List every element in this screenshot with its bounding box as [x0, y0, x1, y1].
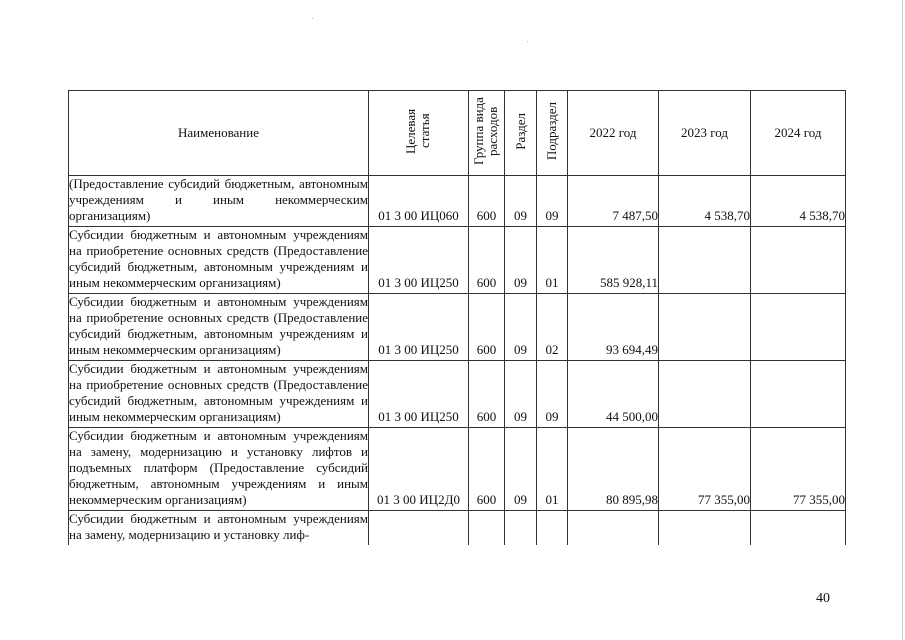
empty-cell: [659, 511, 751, 546]
row-target-article: 01 3 00 ИЦ250: [369, 294, 469, 361]
row-target-article: 01 3 00 ИЦ060: [369, 176, 469, 227]
empty-cell: [469, 511, 505, 546]
row-subsection: 01: [537, 227, 568, 294]
row-name: Субсидии бюджетным и автономным учреждениям на приобретение основных средств (Предоставление субсидий бюджетным, автономным учреждениям и иным некоммерческим организациям): [69, 294, 369, 361]
row-section: 09: [505, 428, 537, 511]
empty-cell: [568, 511, 659, 546]
table-row: [69, 227, 846, 294]
row-expense-group: 600: [469, 361, 505, 428]
empty-cell: [537, 511, 568, 546]
header-section: Раздел: [505, 91, 537, 176]
row-2022: 7 487,50: [568, 176, 659, 227]
row-2023: [659, 294, 751, 361]
row-target-article: 01 3 00 ИЦ250: [369, 361, 469, 428]
budget-table: [68, 90, 846, 545]
row-2022: 44 500,00: [568, 361, 659, 428]
row-name: Субсидии бюджетным и автономным учреждениям на замену, модернизацию и установку лифтов и подъемных платформ (Предоставление субсидий бюджетным, автономным учреждениям и иным некоммерческим организациям): [69, 428, 369, 511]
header-name: Наименование: [69, 91, 369, 176]
row-2022: 80 895,98: [568, 428, 659, 511]
row-expense-group: 600: [469, 176, 505, 227]
row-subsection: 02: [537, 294, 568, 361]
row-section: 09: [505, 361, 537, 428]
row-2023: 4 538,70: [659, 176, 751, 227]
row-2022: 585 928,11: [568, 227, 659, 294]
header-2022: 2022 год: [568, 91, 659, 176]
table-row-continued: [69, 511, 846, 546]
row-2022: 93 694,49: [568, 294, 659, 361]
scan-speck: [527, 41, 528, 42]
header-target-article: Целевая статья: [369, 91, 469, 176]
row-2023: [659, 361, 751, 428]
scan-speck: [312, 18, 313, 19]
row-2024: [751, 227, 846, 294]
empty-cell: [751, 511, 846, 546]
row-2024: 77 355,00: [751, 428, 846, 511]
page-number: 40: [816, 591, 830, 606]
header-2024: 2024 год: [751, 91, 846, 176]
header-2023: 2023 год: [659, 91, 751, 176]
row-2023: 77 355,00: [659, 428, 751, 511]
row-2023: [659, 227, 751, 294]
empty-cell: [505, 511, 537, 546]
row-expense-group: 600: [469, 428, 505, 511]
header-row: [69, 91, 846, 176]
row-expense-group: 600: [469, 294, 505, 361]
row-target-article: 01 3 00 ИЦ250: [369, 227, 469, 294]
row-name: (Предоставление субсидий бюджетным, автономным учреждениям и иным некоммерческим организациям): [69, 176, 369, 227]
row-section: 09: [505, 294, 537, 361]
row-subsection: 01: [537, 428, 568, 511]
row-expense-group: 600: [469, 227, 505, 294]
table-row: [69, 428, 846, 511]
table-row: [69, 294, 846, 361]
table-row: [69, 176, 846, 227]
row-2024: 4 538,70: [751, 176, 846, 227]
row-subsection: 09: [537, 176, 568, 227]
row-section: 09: [505, 176, 537, 227]
row-2024: [751, 361, 846, 428]
row-name: Субсидии бюджетным и автономным учреждениям на приобретение основных средств (Предоставление субсидий бюджетным, автономным учреждениям и иным некоммерческим организациям): [69, 361, 369, 428]
table-row: [69, 361, 846, 428]
row-2024: [751, 294, 846, 361]
row-section: 09: [505, 227, 537, 294]
scan-edge-line: [902, 0, 903, 640]
row-subsection: 09: [537, 361, 568, 428]
row-target-article: 01 3 00 ИЦ2Д0: [369, 428, 469, 511]
header-expense-group: Группа вида расходов: [469, 91, 505, 176]
row-name: Субсидии бюджетным и автономным учреждениям на приобретение основных средств (Предоставление субсидий бюджетным, автономным учреждениям и иным некоммерческим организациям): [69, 227, 369, 294]
empty-cell: [369, 511, 469, 546]
header-subsection: Подраздел: [537, 91, 568, 176]
row-name-continued: Субсидии бюджетным и автономным учреждениям на замену, модернизацию и установку лиф-: [69, 511, 369, 546]
